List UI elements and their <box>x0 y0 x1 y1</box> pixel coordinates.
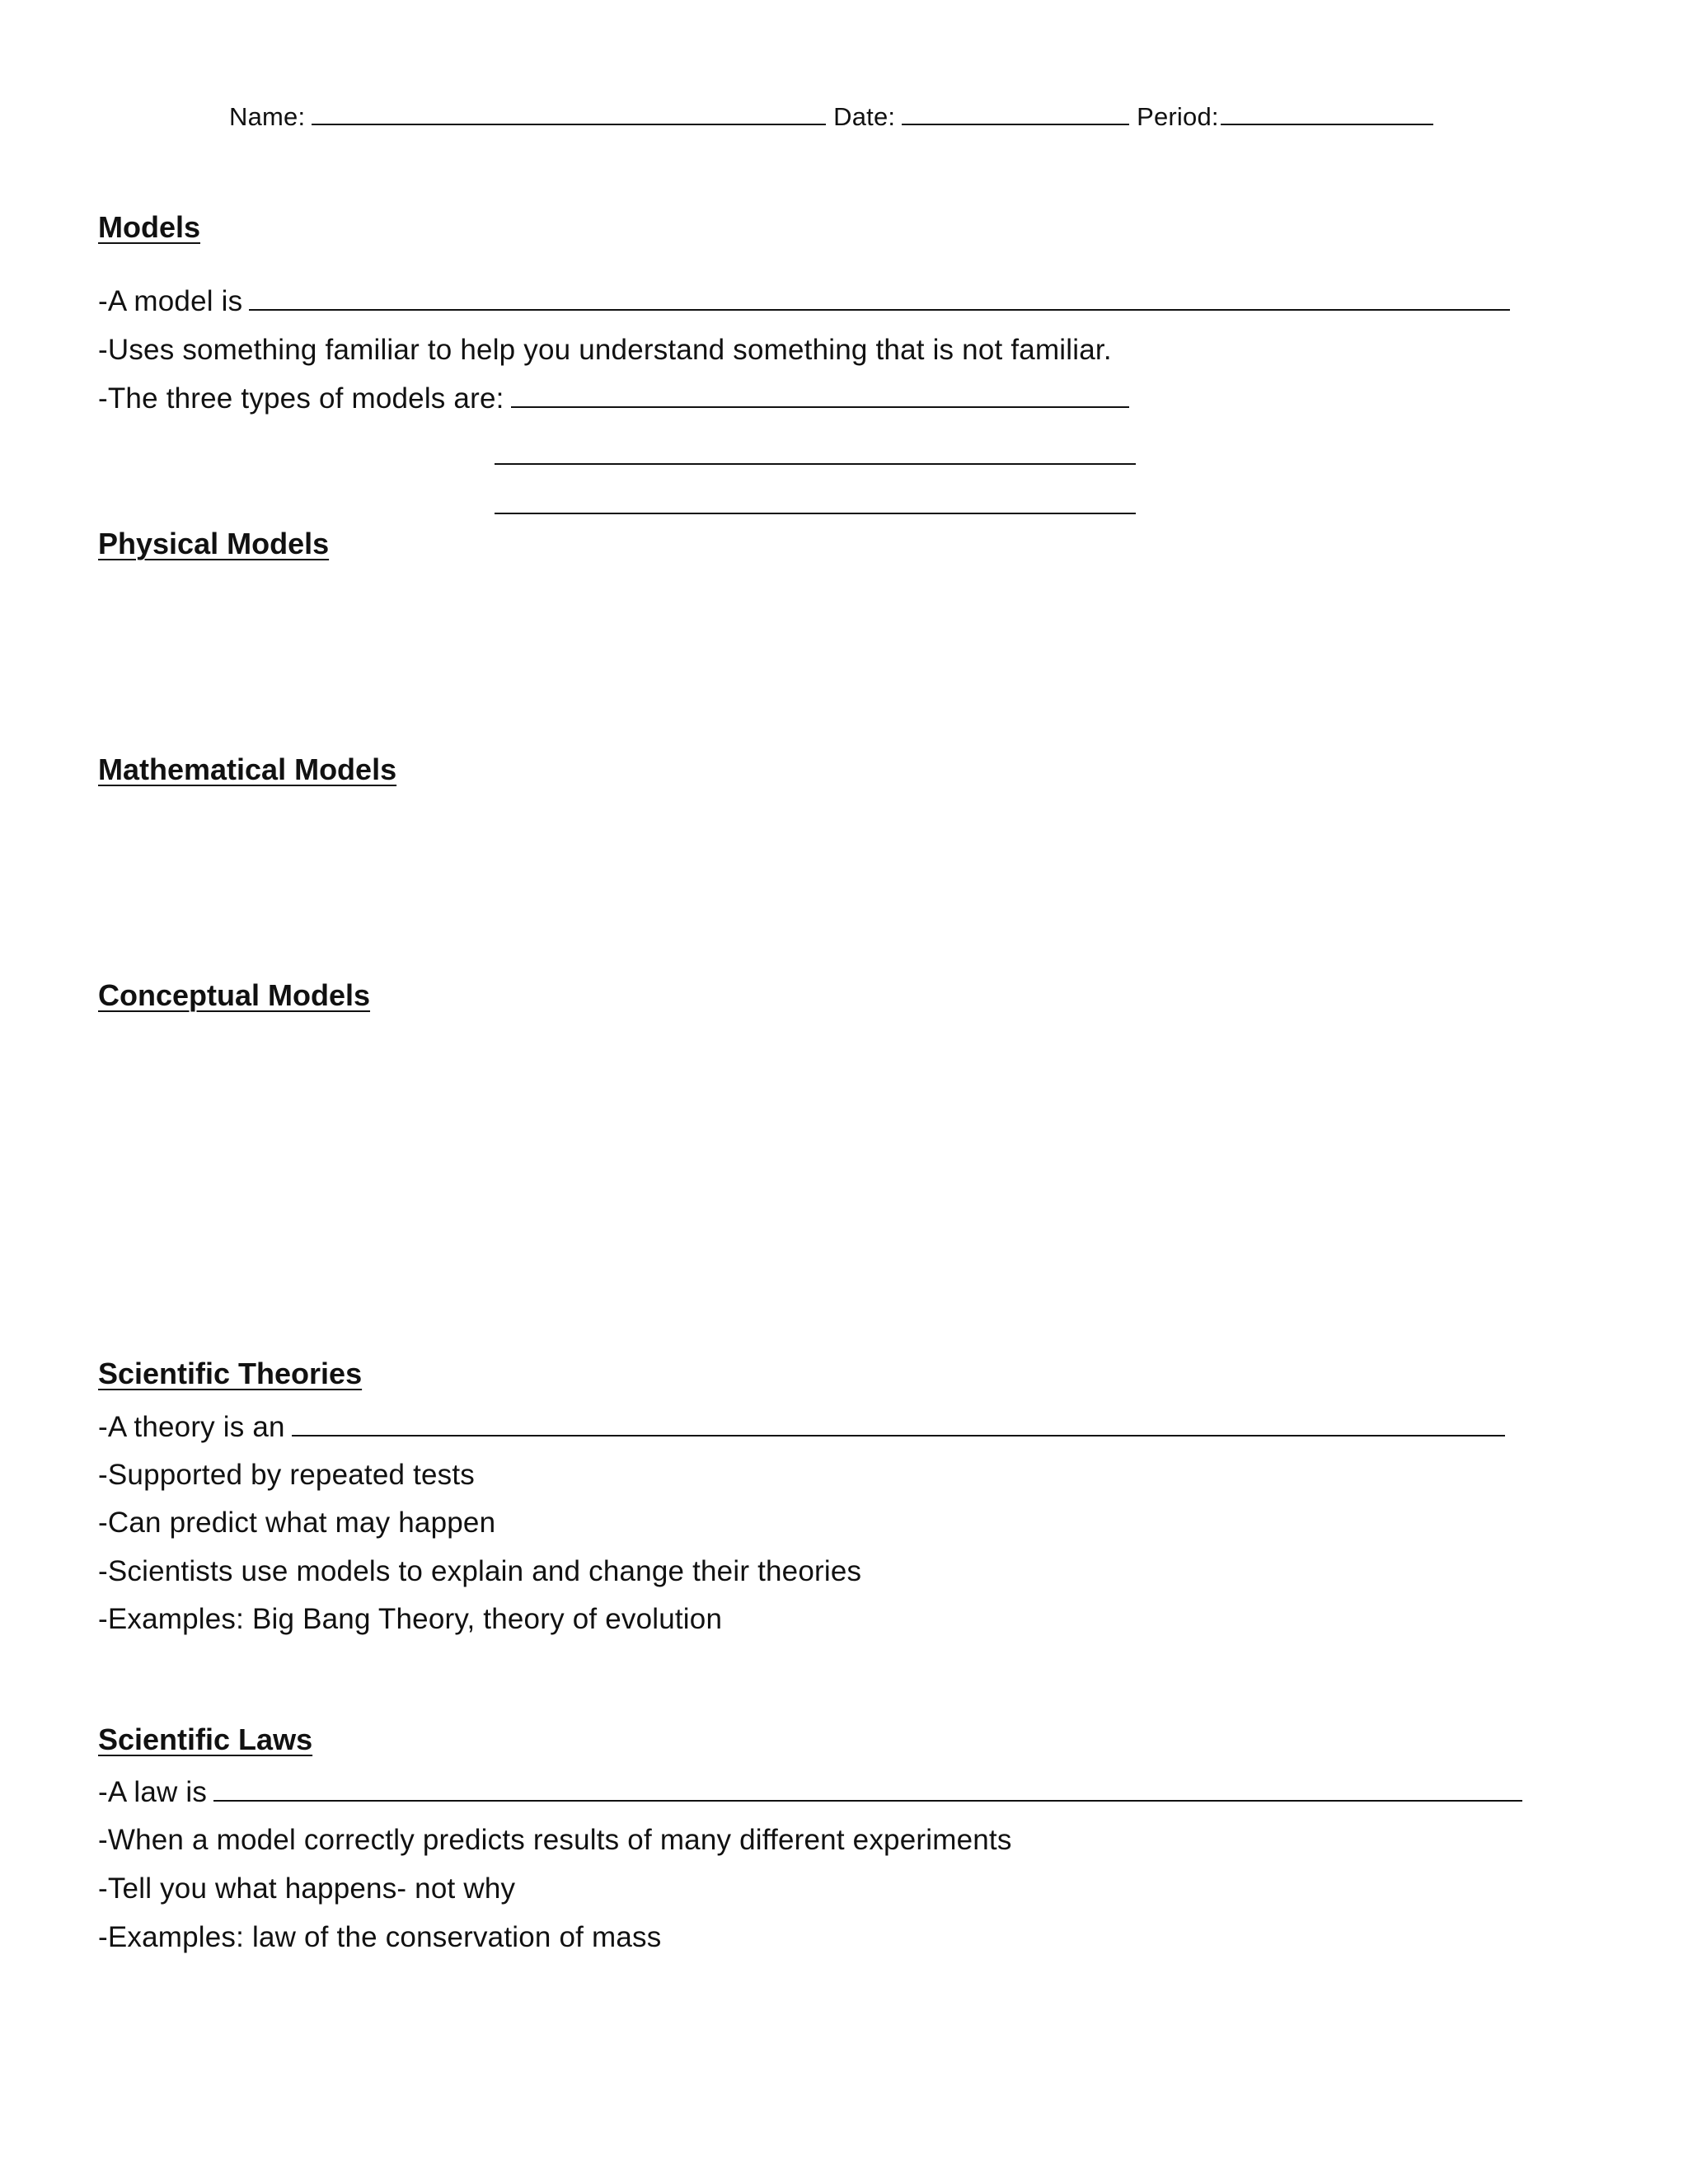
scientific-laws-heading: Scientific Laws <box>98 1722 313 1756</box>
mathematical-models-heading: Mathematical Models <box>98 752 397 786</box>
conceptual-models-heading: Conceptual Models <box>98 978 371 1012</box>
model-type-blank-3 <box>495 513 1136 514</box>
law-definition-text: -A law is <box>98 1776 208 1808</box>
date-label: Date: <box>833 102 896 131</box>
model-definition-text: -A model is <box>98 285 243 317</box>
law-definition-blank <box>213 1775 1522 1802</box>
model-types-text: -The three types of models are: <box>98 382 504 415</box>
theory-definition-blank <box>292 1410 1505 1436</box>
models-familiar-line: -Uses something familiar to help you understand something that is not familiar. <box>98 334 1112 366</box>
law-definition-line <box>98 1774 1522 1811</box>
models-heading: Models <box>98 210 201 244</box>
law-examples-line: -Examples: law of the conservation of mass <box>98 1921 662 1953</box>
period-blank <box>1221 99 1433 125</box>
theory-predict-line: -Can predict what may happen <box>98 1507 496 1539</box>
law-predicts-line: -When a model correctly predicts results of many different experiments <box>98 1824 1012 1856</box>
model-definition-line <box>98 284 1510 320</box>
header-row <box>229 99 1433 134</box>
name-label: Name: <box>229 102 306 131</box>
theory-supported-line: -Supported by repeated tests <box>98 1459 475 1491</box>
theory-definition-text: -A theory is an <box>98 1411 285 1443</box>
theory-examples-line: -Examples: Big Bang Theory, theory of evolution <box>98 1603 723 1635</box>
model-type-blank-1 <box>511 382 1129 408</box>
physical-models-heading: Physical Models <box>98 527 330 560</box>
theory-models-line: -Scientists use models to explain and change their theories <box>98 1555 862 1587</box>
theory-definition-line <box>98 1409 1505 1446</box>
scientific-theories-heading: Scientific Theories <box>98 1357 363 1390</box>
model-types-line <box>98 381 1129 417</box>
date-blank <box>902 99 1129 125</box>
model-type-blank-2 <box>495 463 1136 465</box>
name-blank <box>312 99 826 125</box>
period-label: Period: <box>1137 102 1219 131</box>
model-definition-blank <box>249 284 1510 311</box>
law-what-happens-line: -Tell you what happens- not why <box>98 1872 516 1905</box>
